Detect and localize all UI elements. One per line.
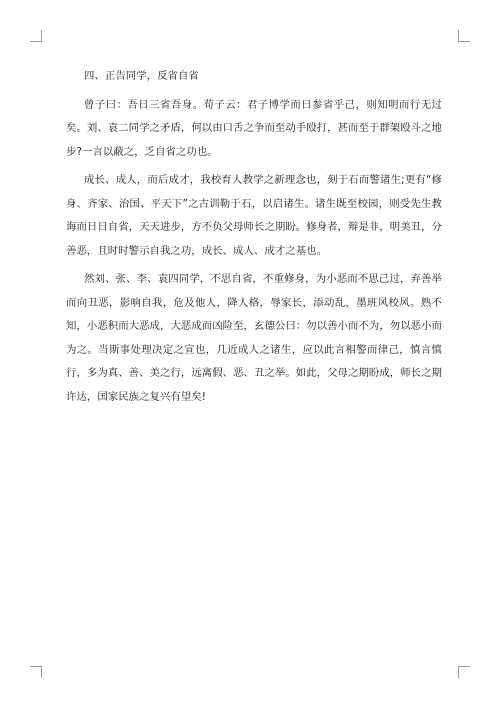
paragraph-self-reflection: 曾子曰：吾日三省吾身。荀子云：君子博学而日参省乎己，则知明而行无过矣。刘、袁二同学之矛盾，何以由口舌之争而至动手殴打，甚而至于群架殴斗之地步?一言以蔽之，乏自省之功也。 [66,98,442,158]
crop-mark-top-left [30,30,42,42]
crop-mark-bottom-right [458,666,470,678]
crop-mark-top-right [458,30,470,42]
document-body [66,65,442,414]
section-heading: 四、正告同学，反省自省 [84,70,199,82]
paragraph-growth-philosophy: 成长、成人，而后成才，我校育人教学之新理念也，刻于石而警诸生;更有“修身、齐家、治国、平天下”之古训勒于石，以启诸生。诸生既至校园，则受先生教诲而日日自省，天天进步，方不负父母师长之期盼。修身者，辩是非，明美丑，分善恶，且时时警示自我之功，成长、成人、成才之基也。 [66,174,442,257]
paragraph-warning: 然刘、张、李、袁四同学，不思自省，不重修身，为小恶而不思己过，弃善举而向丑恶，影响自我，危及他人，降人格，辱家长，添动乱，墨班风校风。熟不知，小恶积而大恶成，大恶成而凶险至，玄德公曰：勿以善小而不为，勿以恶小而为之。当斯事处理决定之宣也，几近成人之诸生，应以此言相警而律己，慎言慎行，多为真、善、美之行，远离假、恶、丑之举。如此，父母之期盼成，师长之期许达，国家民族之复兴有望矣! [66,273,442,403]
crop-mark-bottom-left [30,666,42,678]
